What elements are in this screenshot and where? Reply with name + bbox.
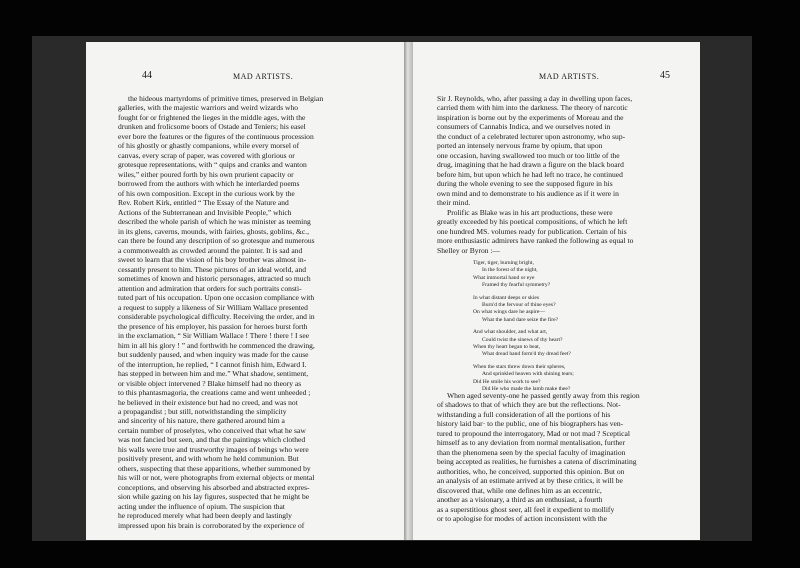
text-line: authorities, who, he conceived, supported this opinion. But on (437, 466, 625, 476)
left-page-body (118, 94, 382, 530)
text-line: certain number of proselytes, who conceived that what he saw (118, 425, 306, 435)
poem-stanza (473, 364, 673, 393)
text-line: as a superstitious ghost seer, all feel it expedient to mollify (437, 504, 615, 514)
text-line: a propagandist ; but still, notwithstanding the simplicity (118, 406, 287, 416)
text-line: has stepped in between him and me.” What shadow, sentiment, (118, 369, 309, 379)
text-line: can there be found any description of so grotesque and numerous (118, 236, 315, 246)
text-line: tured to propound the interrogatory, Mad or not mad ? Sceptical (437, 428, 630, 438)
text-line: the hideous martyrdoms of primitive times, preserved in Belgian (128, 94, 324, 103)
text-line: being accepted as realities, he furnishes a catena of discriminating (437, 457, 637, 467)
text-line: during the whole evening to see the supposed figure in his (437, 179, 613, 189)
text-line: sion while gazing on his lay figures, suspected that he might be (118, 492, 310, 502)
poem-line: What dread hand form'd thy dread feet? (482, 351, 571, 358)
text-line: greatly exceeded by his poetical compositions, of which he left (437, 217, 628, 227)
text-line: his walls were true and trustworthy images of beings who were (118, 444, 309, 454)
poem-line: And sprinkled heaven with shining tears; (482, 371, 574, 378)
text-line: or visible object intervened ? Blake himself had no theory as (118, 378, 302, 388)
poem-line: When thy heart began to beat, (473, 343, 541, 350)
text-line: to this phantasmagoria, the creations came and went unheeded ; (118, 388, 311, 398)
text-line: described the whole parish of which he was minister as teeming (118, 217, 311, 227)
poem-stanza (473, 295, 673, 324)
poem-line: What the hand dare seize the fire? (482, 316, 559, 323)
text-line: or to apologise for modes of action inconsistent with the (437, 514, 607, 524)
text-line: borrowed from the authors with which he interlarded poems (118, 179, 300, 189)
text-line: drunken and frolicsome boors of Ostade and Teniers; his easel (118, 122, 306, 132)
text-line: him in all his glory ! ” and forthwith he commenced the drawing, (118, 340, 315, 350)
text-line: of his ghostly or ghastly companions, while every morsel of (118, 141, 300, 151)
text-line: wiles,” either poured forth by his own prurient capacity or (118, 169, 294, 179)
poem-line: Burn'd the fervour of thine eyes? (482, 301, 556, 308)
text-line: own mind and to demonstrate to his audience as if it were in (437, 188, 619, 198)
text-line: consumers of Cannabis Indica, and we ourselves noted in (437, 122, 611, 132)
text-line: Actions of the Subterranean and Invisible People,” which (118, 207, 292, 217)
text-line: he reproduced merely what had been deeply and lastingly (118, 511, 292, 521)
text-line: their mind. (437, 198, 471, 208)
text-line: positively present, and with whom he held communion. But (118, 454, 299, 464)
text-line: attention and admiration that orders for such portraits consti- (118, 283, 302, 293)
text-line: than the phenomena seen by the special faculty of imagination (437, 447, 626, 457)
left-page (86, 42, 404, 540)
text-line: another as a visionary, a third as an enthusiast, a fourth (437, 495, 603, 505)
page-number-right: 45 (660, 70, 670, 81)
text-line: in its glens, caverns, mounds, with fairies, ghosts, goblins, &c., (118, 226, 309, 236)
text-line: history laid bar· to the public, one of his biographers has ven- (437, 419, 624, 429)
text-line: his will or not, were photographs from external objects or mental (118, 473, 315, 483)
text-line: impressed upon his brain is corroborated by the experience of (118, 520, 305, 530)
text-line: he believed in their existence but had no creed, and was not (118, 397, 298, 407)
text-line: before him, but upon which he had left no trace, he continued (437, 169, 623, 179)
text-line: drug, imagining that he had drawn a figure on the black board (437, 160, 624, 170)
text-line: sometimes of known and historic personages, attracted so much (118, 274, 311, 284)
poem-line: Could twist the sinews of thy heart? (482, 336, 563, 343)
right-page-body-bottom (437, 391, 691, 524)
text-line: the conduct of a celebrated lecturer upon astronomy, who sup- (437, 131, 626, 141)
text-line: one hundred MS. volumes ready for publication. Certain of his (437, 226, 627, 236)
text-line: canvas, every scrap of paper, was covered with glorious or (118, 150, 295, 160)
text-line: the presence of his employer, his passion for heroes burst forth (118, 321, 308, 331)
poem-line: On what wings dare he aspire— (473, 309, 545, 316)
text-line: cessantly present to him. These pictures of an ideal world, and (118, 264, 307, 274)
poem-line: Did He smile his work to see? (473, 378, 541, 385)
text-line: others, suspecting that these apparitions, whether summoned by (118, 463, 311, 473)
text-line: of the interruption, he replied, “ I cannot finish him, Edward I. (118, 359, 307, 369)
text-line: galleries, with the majestic warriors and weird wizards who (118, 103, 299, 113)
right-page (413, 42, 700, 540)
poem-line: Framed thy fearful symmetry? (482, 281, 551, 288)
text-line: a request to supply a likeness of Sir William Wallace presented (118, 302, 308, 312)
text-line: Sir J. Reynolds, who, after passing a day in dwelling upon faces, (437, 94, 633, 103)
text-line: discovered that, while one defines him as an eccentric, (437, 485, 602, 495)
poem-line: In the forest of the night, (482, 267, 538, 274)
text-line: was not fancied but seen, and that the paintings which clothed (118, 435, 306, 445)
text-line: of shadows to that of which they are but the reflections. Not- (437, 400, 621, 410)
running-head-right: MAD ARTISTS. (539, 72, 600, 81)
text-line: When aged seventy-one he passed gently away from this region (447, 391, 640, 400)
text-line: fought for or frightened the lieges in the middle ages, with the (118, 112, 306, 122)
text-line: a commonwealth as crowded around the painter. It is sad and (118, 245, 303, 255)
poem-stanza (473, 329, 673, 358)
right-page-body-top (437, 94, 691, 255)
text-line: conceptions, and observing his absorbed and abstracted expres- (118, 482, 310, 492)
text-line: ever bore the features or the figures of the continuous procession (118, 131, 314, 141)
text-line: one occasion, having swallowed too much or too little of the (437, 150, 620, 160)
text-line: and sincerity of his nature, there gathered around him a (118, 416, 285, 426)
running-head-left: MAD ARTISTS. (233, 72, 294, 81)
text-line: Rev. Robert Kirk, entitled “ The Essay of the Nature and (118, 198, 289, 208)
text-line: considerable psychological difficulty. Receiving the order, and in (118, 312, 315, 322)
text-line: withstanding a full consideration of all the portions of his (437, 409, 611, 419)
text-line: himself as to any deviation from normal mentalisation, further (437, 438, 625, 448)
poem-stanza (473, 260, 673, 289)
text-line: Prolific as Blake was in his art productions, these were (447, 207, 613, 217)
text-line: more enthusiastic admirers have ranked the following as equal to (437, 236, 634, 246)
text-line: grotesque representations, with “ quips and cranks and wanton (118, 160, 307, 170)
text-line: ported an intensely nervous frame by opium, that upon (437, 141, 603, 151)
poem-line: Tiger, tiger, burning bright, (473, 260, 534, 266)
book-gutter (404, 42, 413, 540)
tiger-poem (473, 260, 673, 399)
text-line: inspiration is borne out by the experiments of Moreau and the (437, 112, 624, 122)
text-line: acting under the influence of opium. The suspicion that (118, 501, 285, 511)
text-line: of his own composition. Except in the curious work by the (118, 188, 295, 198)
poem-line: And what shoulder, and what art, (473, 329, 548, 336)
text-line: but suddenly paused, and when inquiry was made for the cause (118, 350, 309, 360)
poem-line: When the stars threw down their spheres, (473, 364, 566, 371)
poem-line: What immortal hand or eye (473, 274, 535, 281)
text-line: tuted part of his occupation. Upon one occasion compliance with (118, 293, 315, 303)
poem-line: Did He who made the lamb make thee? (482, 385, 571, 392)
text-line: in the exclamation, “ Sir William Wallace ! There ! there ! I see (118, 331, 310, 341)
text-line: an analysis of an estimate arrived at by these critics, it will be (437, 476, 623, 486)
text-line: Shelley or Byron :— (437, 245, 501, 255)
text-line: sweet to learn that the vision of his boy brother was almost in- (118, 255, 307, 265)
page-number-left: 44 (142, 70, 152, 81)
poem-line: In what distant deeps or skies (473, 294, 540, 301)
text-line: carried them with him into the darkness. The theory of narcotic (437, 103, 628, 113)
